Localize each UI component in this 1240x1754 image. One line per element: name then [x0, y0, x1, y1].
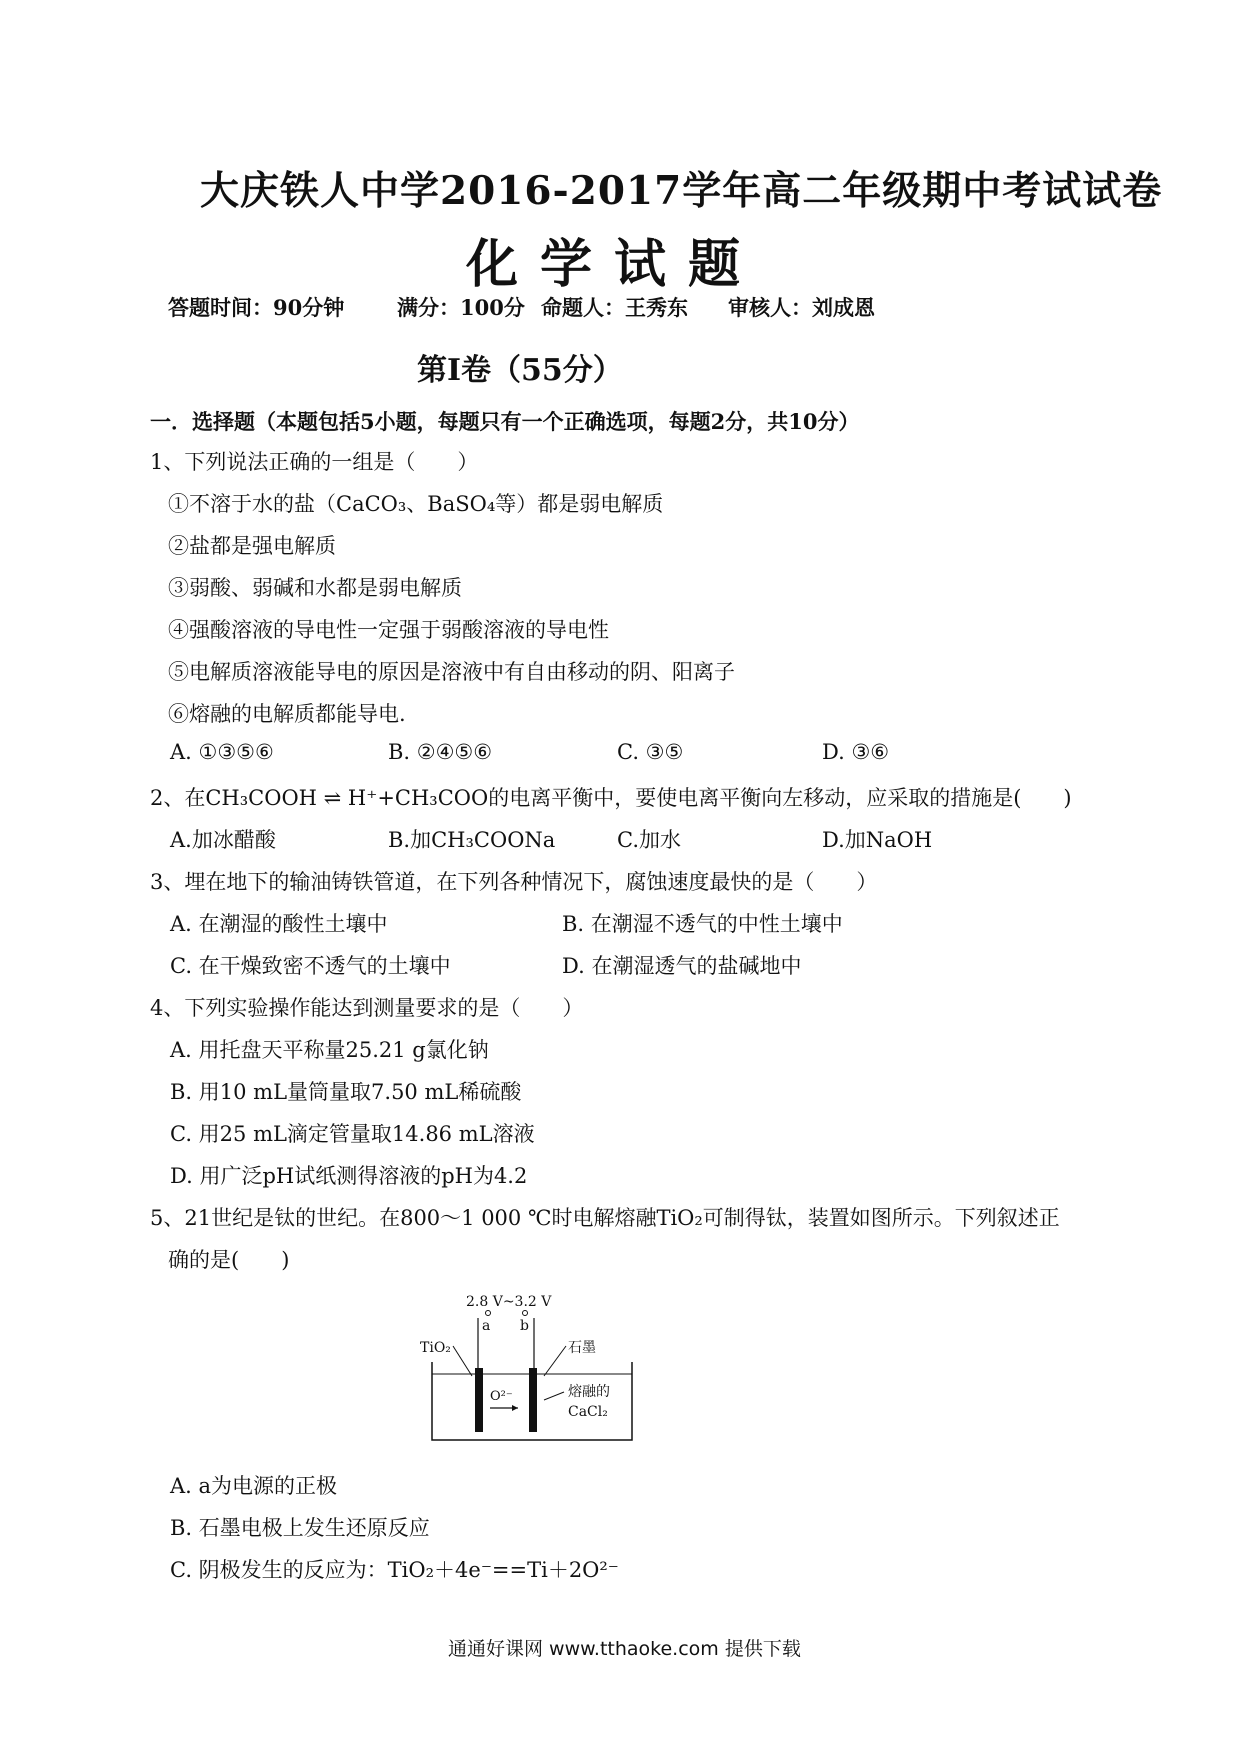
- terminal-b: [523, 1311, 528, 1316]
- q4-option: C. 用25 mL滴定管量取14.86 mL溶液: [170, 1122, 535, 1146]
- tio2-label: TiO₂: [420, 1340, 451, 1356]
- voltage-label: 2.8 V~3.2 V: [466, 1294, 552, 1310]
- q4-stem: 4、下列实验操作能达到测量要求的是（ ）: [150, 996, 584, 1020]
- q2-option: A.加冰醋酸: [170, 828, 276, 852]
- graphite-label: 石墨: [568, 1340, 596, 1356]
- q5-option: C. 阴极发生的反应为：TiO₂＋4e⁻==Ti＋2O²⁻: [170, 1558, 619, 1582]
- q3-option: A. 在潮湿的酸性土壤中: [170, 912, 388, 936]
- section-heading: 一．选择题（本题包括5小题，每题只有一个正确选项，每题2分，共10分）: [150, 409, 860, 434]
- q4-option: D. 用广泛pH试纸测得溶液的pH为4.2: [170, 1164, 528, 1188]
- q1-option: C. ③⑤: [617, 740, 684, 764]
- q3-option: D. 在潮湿透气的盐碱地中: [562, 954, 802, 978]
- ion-arrow: [512, 1405, 518, 1411]
- q3-option: C. 在干燥致密不透气的土壤中: [170, 954, 451, 978]
- cacl2-label: CaCl₂: [568, 1404, 608, 1420]
- melt-label: 熔融的: [568, 1384, 610, 1400]
- q1-item: ④强酸溶液的导电性一定强于弱酸溶液的导电性: [168, 618, 609, 642]
- volume-heading: 第I卷（55分）: [417, 353, 623, 388]
- q1-stem: 1、下列说法正确的一组是（ ）: [150, 450, 479, 474]
- label-a: a: [482, 1318, 491, 1334]
- q5-option: B. 石墨电极上发生还原反应: [170, 1516, 430, 1540]
- q1-item: ③弱酸、弱碱和水都是弱电解质: [168, 576, 462, 600]
- label-b: b: [520, 1318, 529, 1334]
- q2-stem: 2、在CH₃COOH ⇌ H⁺+CH₃COO的电离平衡中，要使电离平衡向左移动，应采取的措施是( ): [150, 786, 1072, 810]
- q5-option: A. a为电源的正极: [170, 1474, 338, 1498]
- q1-item: ⑥熔融的电解质都能导电.: [168, 702, 406, 726]
- q2-option: D.加NaOH: [822, 828, 933, 852]
- exam-title: 大庆铁人中学2016-2017学年高二年级期中考试试卷: [200, 168, 1163, 214]
- exam-author: 命题人：王秀东: [541, 295, 688, 320]
- q5-stem-continued: 确的是( ): [168, 1248, 290, 1272]
- q2-option: C.加水: [617, 828, 681, 852]
- q3-option: B. 在潮湿不透气的中性土壤中: [562, 912, 843, 936]
- electrolysis-diagram: [420, 1290, 660, 1448]
- footer-credit: 通通好课网 www.tthaoke.com 提供下载: [448, 1638, 801, 1660]
- terminal-a: [486, 1311, 491, 1316]
- q4-option: B. 用10 mL量筒量取7.50 mL稀硫酸: [170, 1080, 522, 1104]
- q4-option: A. 用托盘天平称量25.21 g氯化钠: [170, 1038, 489, 1062]
- q3-stem: 3、埋在地下的输油铸铁管道，在下列各种情况下，腐蚀速度最快的是（ ）: [150, 870, 878, 894]
- exam-time: 答题时间：90分钟: [168, 295, 345, 320]
- tio2-electrode: [475, 1368, 483, 1432]
- q1-option: A. ①③⑤⑥: [170, 740, 274, 764]
- q1-option: D. ③⑥: [822, 740, 890, 764]
- graphite-electrode: [529, 1368, 537, 1432]
- q1-option: B. ②④⑤⑥: [388, 740, 493, 764]
- q2-option: B.加CH₃COONa: [388, 828, 556, 852]
- q1-item: ⑤电解质溶液能导电的原因是溶液中有自由移动的阴、阳离子: [168, 660, 735, 684]
- q5-stem: 5、21世纪是钛的世纪。在800～1 000 ℃时电解熔融TiO₂可制得钛，装置如图所示。下列叙述正: [150, 1206, 1060, 1230]
- subject-title: 化学试题: [466, 234, 763, 295]
- full-score: 满分：100分: [397, 295, 525, 320]
- exam-reviewer: 审核人：刘成恩: [728, 295, 875, 320]
- ion-label: O²⁻: [490, 1389, 513, 1404]
- q1-item: ②盐都是强电解质: [168, 534, 336, 558]
- q1-item: ①不溶于水的盐（CaCO₃、BaSO₄等）都是弱电解质: [168, 492, 664, 516]
